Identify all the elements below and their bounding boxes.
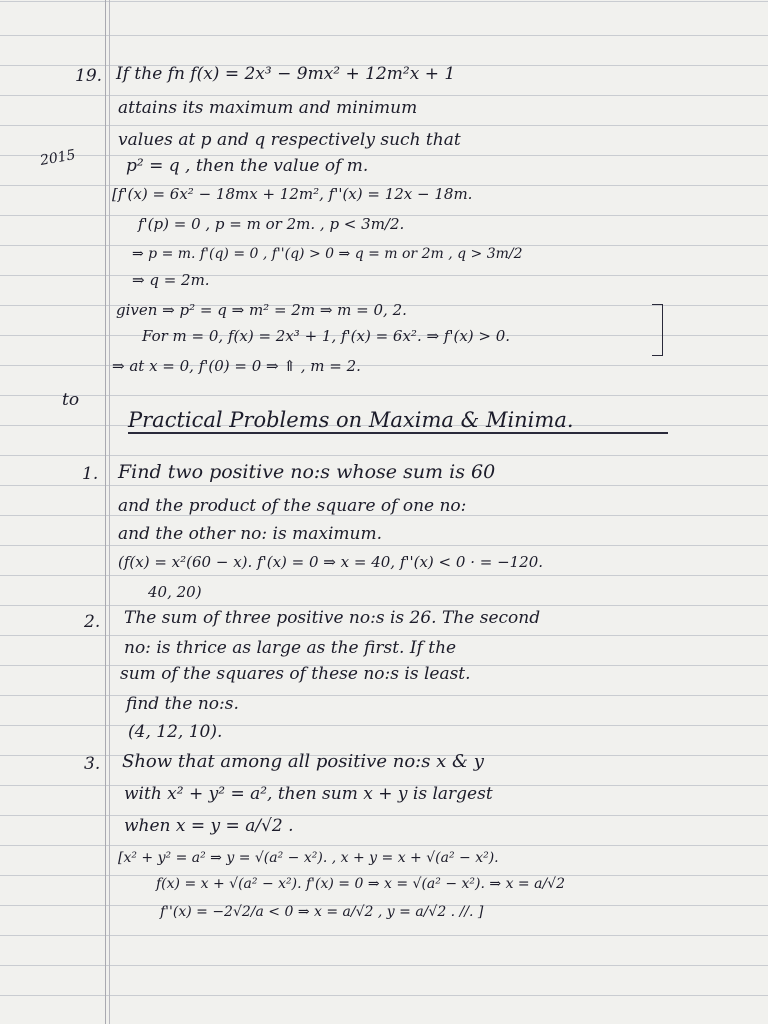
q19-line: ⇒ q = 2m. <box>132 271 210 289</box>
problem-line: [x² + y² = a² ⇒ y = √(a² − x²). , x + y = x + √(a² − x²). <box>118 850 499 866</box>
problem-line: Show that among all positive no:s x & y <box>122 751 484 772</box>
problem-line: and the other no: is maximum. <box>118 524 382 544</box>
problem-line: no: is thrice as large as the first. If the <box>124 638 457 658</box>
problem-number: 1. <box>82 464 99 484</box>
question-number-19: 19. <box>75 66 103 86</box>
q19-line: ⇒ p = m. f'(q) = 0 , f''(q) > 0 ⇒ q = m or 2m , q > 3m/2 <box>132 246 523 262</box>
heading-underline <box>128 432 668 434</box>
problem-number: 2. <box>84 612 101 632</box>
problem-line: and the product of the square of one no: <box>118 496 467 516</box>
problem-line: (f(x) = x²(60 − x). f'(x) = 0 ⇒ x = 40, f''(x) < 0 · = −120. <box>118 553 544 571</box>
q19-line: given ⇒ p² = q ⇒ m² = 2m ⇒ m = 0, 2. <box>116 301 407 319</box>
closing-bracket <box>652 304 663 356</box>
problem-line: 40, 20) <box>148 583 202 601</box>
q19-line: values at p and q respectively such that <box>118 130 461 150</box>
problem-line: (4, 12, 10). <box>128 722 223 742</box>
problem-line: f(x) = x + √(a² − x²). f'(x) = 0 ⇒ x = √(a² − x²). ⇒ x = a/√2 <box>156 876 565 892</box>
problem-number: 3. <box>84 754 101 774</box>
problem-line: f''(x) = −2√2/a < 0 ⇒ x = a/√2 , y = a/√2 . //. ] <box>160 904 484 920</box>
margin-rule <box>105 0 106 1024</box>
q19-line: f'(p) = 0 , p = m or 2m. , p < 3m/2. <box>138 215 405 233</box>
problem-line: when x = y = a/√2 . <box>124 816 294 836</box>
problem-line: The sum of three positive no:s is 26. The second <box>124 608 541 628</box>
q19-line: attains its maximum and minimum <box>118 98 418 118</box>
year-note: 2015 <box>38 147 77 169</box>
problem-line: with x² + y² = a², then sum x + y is largest <box>124 784 493 804</box>
problem-line: sum of the squares of these no:s is least. <box>120 664 471 684</box>
q19-line: For m = 0, f(x) = 2x³ + 1, f'(x) = 6x². ⇒ f'(x) > 0. <box>142 327 511 345</box>
section-mark: to <box>62 390 80 410</box>
q19-line: ⇒ at x = 0, f'(0) = 0 ⇒ ⇑ , m = 2. <box>112 357 361 375</box>
q19-line: [f'(x) = 6x² − 18mx + 12m², f''(x) = 12x − 18m. <box>112 185 473 203</box>
problem-line: Find two positive no:s whose sum is 60 <box>118 461 496 483</box>
q19-line: p² = q , then the value of m. <box>126 156 369 176</box>
section-heading: Practical Problems on Maxima & Minima. <box>128 408 574 432</box>
problem-line: find the no:s. <box>126 694 239 714</box>
q19-line: If the fn f(x) = 2x³ − 9mx² + 12m²x + 1 <box>116 64 456 84</box>
margin-rule-inner <box>109 0 110 1024</box>
